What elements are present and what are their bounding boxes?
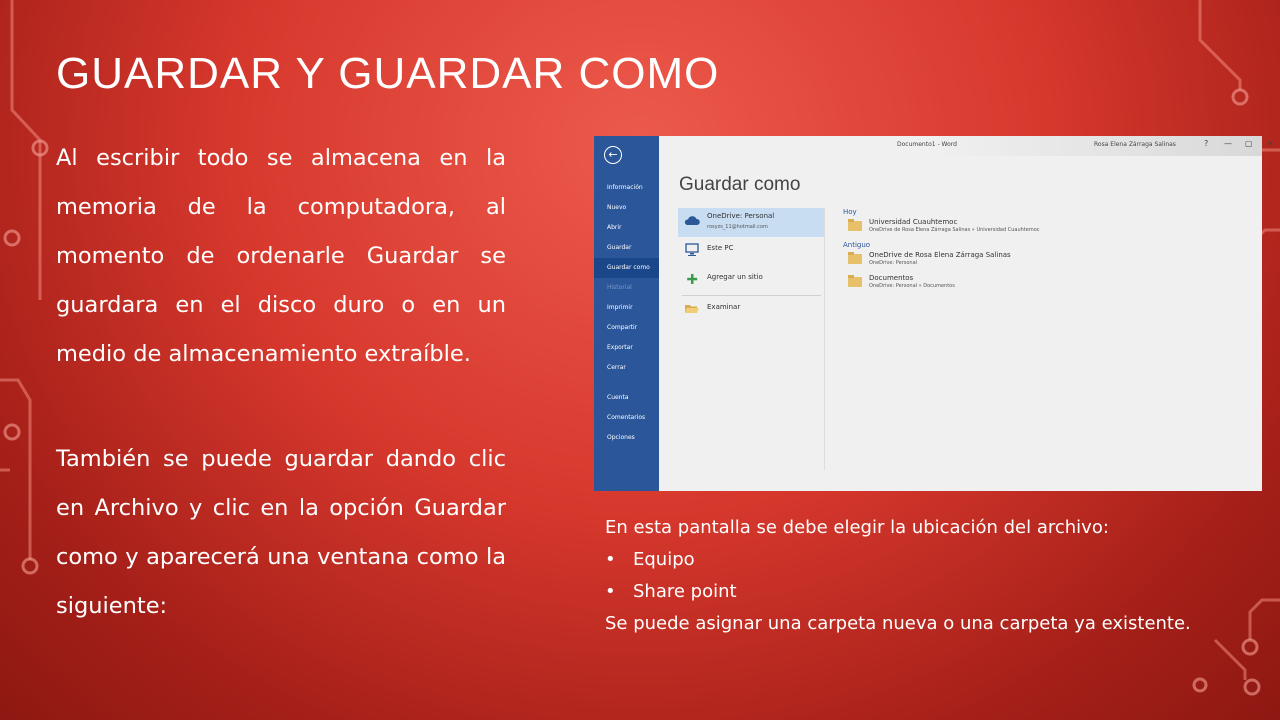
nav-informacion[interactable]: Información (607, 184, 643, 191)
nav-opciones[interactable]: Opciones (607, 434, 635, 441)
location-list (605, 544, 1225, 608)
folder-item[interactable] (843, 272, 1243, 295)
nav-abrir[interactable]: Abrir (607, 224, 622, 231)
backstage-sidebar (594, 136, 659, 491)
bullet: • (605, 581, 616, 602)
folder-icon (848, 254, 862, 264)
plus-icon (684, 272, 700, 286)
restore-icon[interactable]: ▢ (1245, 139, 1253, 148)
help-icon[interactable]: ? (1204, 139, 1209, 148)
nav-cuenta[interactable]: Cuenta (607, 394, 629, 401)
document-title: Documento1 - Word (897, 141, 957, 148)
place-name: OneDrive: Personal (707, 212, 775, 220)
place-este-pc[interactable] (678, 237, 825, 266)
save-locations (678, 208, 825, 325)
folder-name: Documentos (869, 274, 914, 282)
caption (605, 512, 1225, 640)
slide-title: GUARDAR Y GUARDAR COMO (56, 49, 720, 98)
group-today-label: Hoy (843, 208, 857, 216)
recent-folders (843, 208, 1243, 295)
folder-icon (848, 221, 862, 231)
cloud-icon (684, 214, 700, 228)
nav-compartir[interactable]: Compartir (607, 324, 638, 331)
backstage-nav (594, 178, 659, 448)
folder-name: Universidad Cuauhtemoc (869, 218, 958, 226)
caption-intro: En esta pantalla se debe elegir la ubicación del archivo: (605, 517, 1109, 538)
folder-path: OneDrive: Personal » Documentos (869, 283, 955, 289)
place-agregar-sitio[interactable] (678, 266, 825, 295)
close-icon[interactable]: ✕ (1267, 139, 1274, 148)
place-onedrive[interactable] (678, 208, 825, 237)
place-name: Examinar (707, 303, 741, 311)
folder-open-icon (684, 302, 700, 316)
paragraph-save: Al escribir todo se almacena en la memoria de la computadora, al momento de ordenarle Guardar se guardara en el disco duro o en un medio de almacenamiento extraíble. (56, 145, 506, 367)
folder-item[interactable] (843, 249, 1243, 272)
list-item (605, 544, 1225, 576)
place-email: rosyzs_11@hotmail.com (707, 224, 768, 230)
computer-icon (684, 243, 700, 257)
place-name: Agregar un sitio (707, 273, 763, 281)
nav-cerrar[interactable]: Cerrar (607, 364, 626, 371)
nav-exportar[interactable]: Exportar (607, 344, 633, 351)
minimize-icon[interactable]: — (1224, 139, 1232, 148)
folder-path: OneDrive: Personal (869, 260, 918, 266)
place-name: Este PC (707, 244, 734, 252)
list-item-text: Equipo (633, 549, 695, 570)
bullet: • (605, 549, 616, 570)
folder-item[interactable] (843, 216, 1243, 239)
nav-imprimir[interactable]: Imprimir (607, 304, 633, 311)
folder-name: OneDrive de Rosa Elena Zárraga Salinas (869, 251, 1011, 259)
nav-historial: Historial (607, 284, 632, 291)
nav-nuevo[interactable]: Nuevo (607, 204, 627, 211)
user-name[interactable]: Rosa Elena Zárraga Salinas (1094, 141, 1176, 148)
folder-path: OneDrive de Rosa Elena Zárraga Salinas » Universidad Cuauhtemoc (869, 227, 1040, 233)
list-item (605, 576, 1225, 608)
nav-guardar[interactable]: Guardar (607, 244, 632, 251)
nav-separator (594, 378, 659, 388)
place-examinar[interactable] (678, 296, 825, 325)
window-titlebar (659, 136, 1274, 156)
word-save-as-screenshot (594, 136, 1274, 491)
back-arrow-icon[interactable]: ← (604, 146, 622, 164)
folder-icon (848, 277, 862, 287)
save-as-heading: Guardar como (679, 174, 801, 195)
caption-outro: Se puede asignar una carpeta nueva o una carpeta ya existente. (605, 613, 1191, 634)
paragraph-save-as: También se puede guardar dando clic en Archivo y clic en la opción Guardar como y aparecerá una ventana como la siguiente: (56, 446, 506, 619)
group-older-label: Antiguo (843, 241, 871, 249)
nav-comentarios[interactable]: Comentarios (607, 414, 646, 421)
panel-divider (824, 208, 825, 470)
list-item-text: Share point (633, 581, 737, 602)
nav-guardar-como[interactable]: Guardar como (594, 258, 659, 278)
